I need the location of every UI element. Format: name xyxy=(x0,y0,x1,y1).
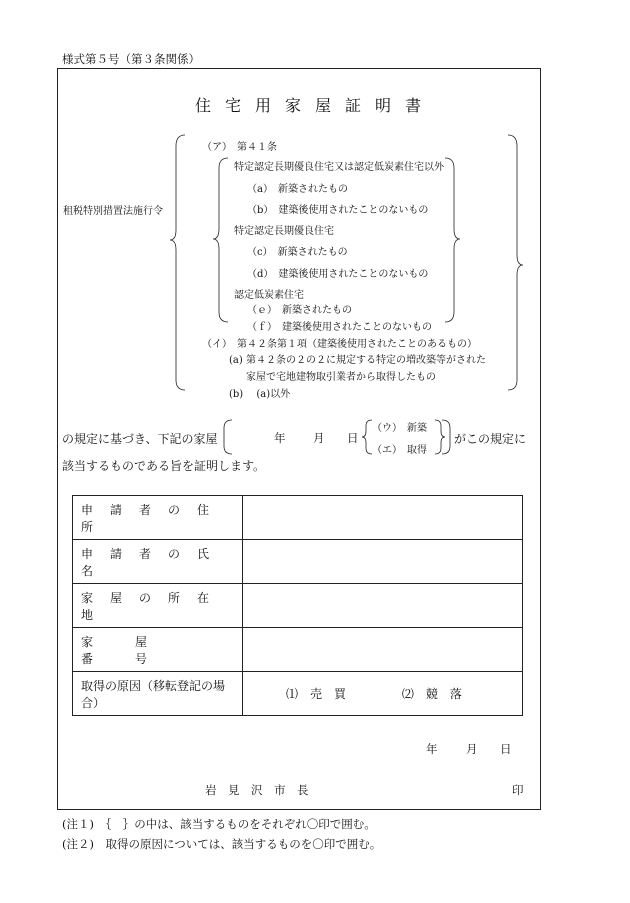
clause-item-f: （ｆ） 建築後使用されたことのないもの xyxy=(247,322,432,333)
cause-auction-option[interactable]: ⑵ 競 落 xyxy=(401,687,462,701)
house-number-label: 家屋番号 xyxy=(73,628,243,672)
statement-year: 年 xyxy=(274,431,286,445)
statement-prefix: の規定に基づき、下記の家屋 xyxy=(62,432,218,446)
issue-year: 年 xyxy=(426,742,438,756)
clause-a-subgroup-3: 認定低炭素住宅 xyxy=(234,290,304,301)
clause-a-subgroup-2: 特定認定長期優良住宅 xyxy=(234,226,334,237)
mayor-title: 岩 見 沢 市 長 xyxy=(205,783,309,797)
name-label: 申請者の氏名 xyxy=(73,540,243,584)
applicant-table xyxy=(72,495,523,716)
statement-month: 月 xyxy=(313,431,325,445)
clause-a-heading: （ア） 第４１条 xyxy=(202,142,277,153)
clause-a-subgroup-1: 特定認定長期優良住宅又は認定低炭素住宅以外 xyxy=(234,162,444,173)
clause-item-e: （ｅ） 新築されたもの xyxy=(247,305,352,316)
name-value[interactable] xyxy=(243,540,523,584)
statement-day: 日 xyxy=(347,431,359,445)
location-label: 家屋の所在地 xyxy=(73,584,243,628)
table-row xyxy=(73,540,523,584)
clause-i-heading: （イ） 第４２条第１項（建築後使用されたことのあるもの） xyxy=(202,339,477,350)
issue-day: 日 xyxy=(500,742,512,756)
table-row xyxy=(73,628,523,672)
clause-item-d: （d） 建築後使用されたことのないもの xyxy=(247,269,429,280)
address-label: 申請者の住所 xyxy=(73,496,243,540)
choice-left-brace xyxy=(362,420,372,454)
cause-sale-option[interactable]: ⑴ 売 買 xyxy=(286,687,347,701)
clause-i-b: (b) (a)以外 xyxy=(229,389,291,400)
acquisition-cause-label: 取得の原因（移転登記の場合） xyxy=(73,672,243,716)
choice-new-build: （ウ） 新築 xyxy=(372,423,427,434)
statement-suffix: がこの規定に xyxy=(454,432,527,446)
table-row xyxy=(73,672,523,716)
document-title: 住宅用家屋証明書 xyxy=(194,96,435,115)
issue-month: 月 xyxy=(466,742,478,756)
address-value[interactable] xyxy=(243,496,523,540)
location-value[interactable] xyxy=(243,584,523,628)
clause-i-a-line1: (a) 第４２条の２の２に規定する特定の増改築等がされた xyxy=(229,355,486,366)
law-label: 租税特別措置法施行令 xyxy=(63,206,163,217)
acquisition-cause-value xyxy=(243,672,523,716)
table-row xyxy=(73,584,523,628)
choice-right-brace xyxy=(435,420,445,454)
seal-mark: 印 xyxy=(512,783,524,797)
choice-acquire: （エ） 取得 xyxy=(372,445,427,456)
statement-left-bracket xyxy=(224,420,232,454)
form-number-label: 様式第５号（第３条関係） xyxy=(62,52,200,66)
statement-line-2: 該当するものである旨を証明します。 xyxy=(62,459,266,473)
inner-left-brace xyxy=(213,158,228,322)
clause-item-a: （a） 新築されたもの xyxy=(247,184,348,195)
house-number-value[interactable] xyxy=(243,628,523,672)
clause-i-a-line2: 家屋で宅地建物取引業者から取得したもの xyxy=(246,372,436,383)
inner-right-brace xyxy=(445,158,460,322)
note-2: (注２) 取得の原因については、該当するものを〇印で囲む。 xyxy=(62,837,382,851)
clause-item-c: （c） 新築されたもの xyxy=(247,247,348,258)
outer-left-brace xyxy=(170,135,185,390)
outer-right-brace xyxy=(508,135,523,390)
table-row xyxy=(73,496,523,540)
note-1: (注１) ｛ ｝の中は、該当するものをそれぞれ〇印で囲む。 xyxy=(62,817,376,831)
clause-item-b: （b） 建築後使用されたことのないもの xyxy=(247,205,429,216)
